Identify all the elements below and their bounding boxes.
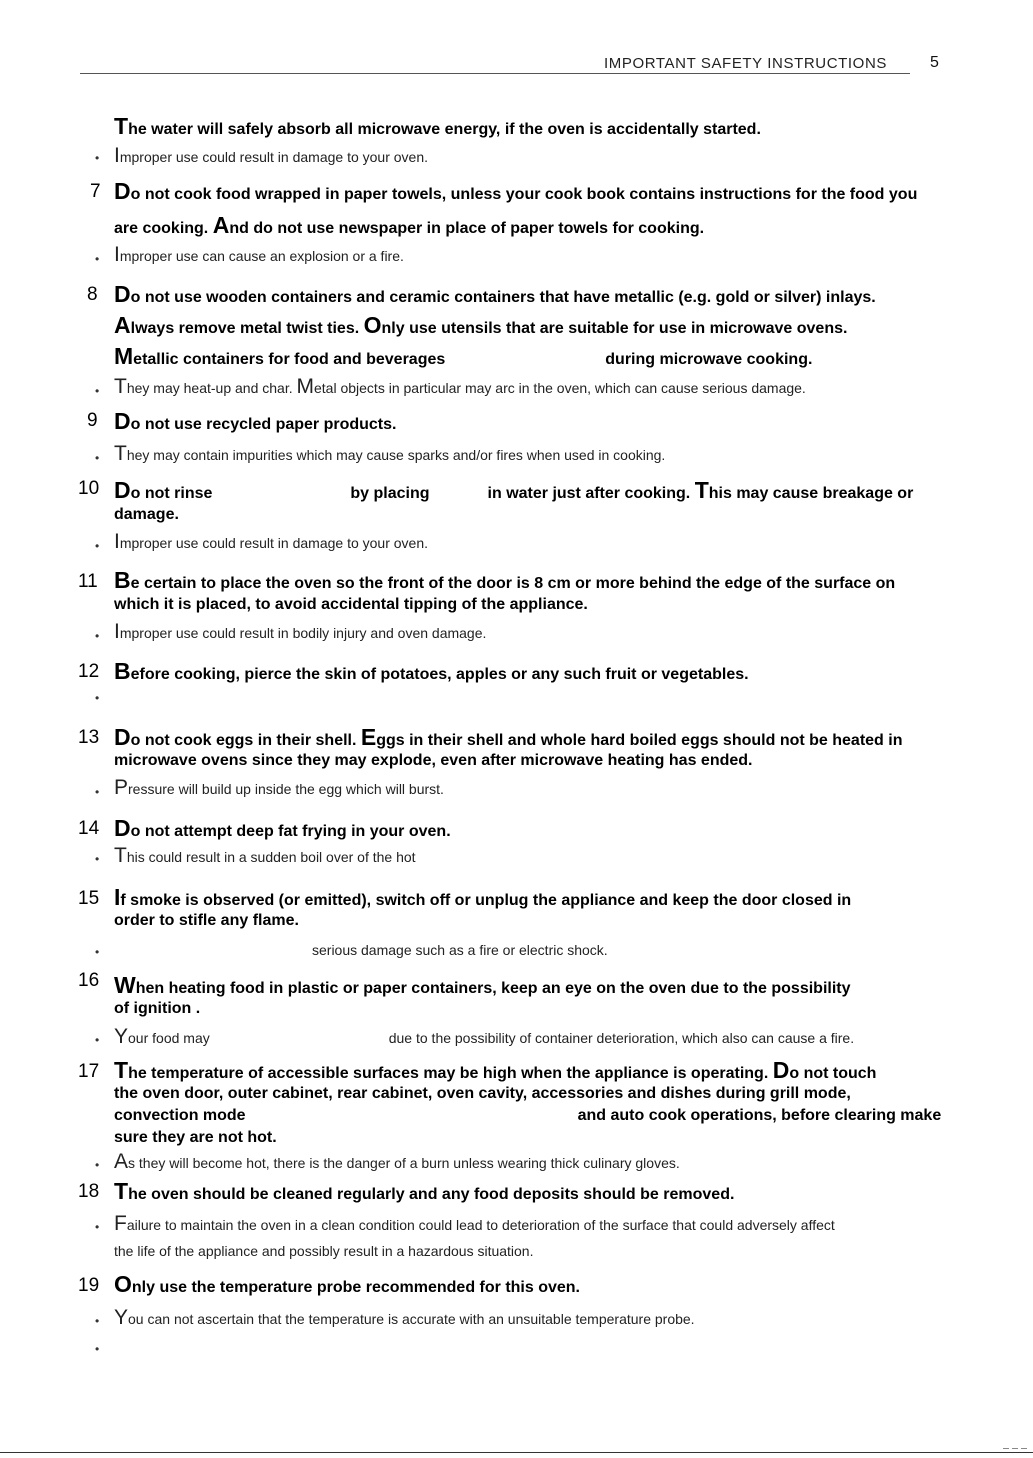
item-17-text-line2: the oven door, outer cabinet, rear cabinet, oven cavity, accessories and dishes during grill mode, <box>114 1085 851 1102</box>
bullet: • <box>95 451 100 465</box>
item-15-note: serious damage such as a fire or electric shock. <box>312 942 608 958</box>
bullet: • <box>95 384 100 398</box>
item-number: 16 <box>78 970 100 991</box>
item-17-text: The temperature of accessible surfaces may be high when the appliance is operating. Do not touch <box>114 1057 877 1083</box>
crop-mark <box>1012 1448 1018 1449</box>
item-7-text-line2: are cooking. And do not use newspaper in place of paper towels for cooking. <box>114 212 705 238</box>
item-18-text: The oven should be cleaned regularly and any food deposits should be removed. <box>114 1178 735 1204</box>
crop-mark <box>1021 1448 1027 1449</box>
item-8-text-line3: Metallic containers for food and beverages during microwave cooking. <box>114 343 813 369</box>
bullet: • <box>95 691 100 705</box>
item-11-text-line2: which it is placed, to avoid accidental tipping of the appliance. <box>114 596 588 613</box>
item-13-text: Do not cook eggs in their shell. Eggs in their shell and whole hard boiled eggs should not be heated in <box>114 724 903 750</box>
item-7-text: Do not cook food wrapped in paper towels, unless your cook book contains instructions for the food you <box>114 178 918 204</box>
item-14-text: Do not attempt deep fat frying in your oven. <box>114 815 451 841</box>
item-16-text-line2: of ignition . <box>114 1000 201 1017</box>
item-8-note: They may heat-up and char. Metal objects in particular may arc in the oven, which can cause serious damage. <box>114 375 806 398</box>
bullet: • <box>95 1220 100 1234</box>
item-17-note: As they will become hot, there is the danger of a burn unless wearing thick culinary gloves. <box>114 1150 680 1173</box>
item-8-text: Do not use wooden containers and ceramic containers that have metallic (e.g. gold or silver) inlays. <box>114 281 876 307</box>
item-8-text-line2: Always remove metal twist ties. Only use utensils that are suitable for use in microwave ovens. <box>114 312 848 338</box>
item-9-note: They may contain impurities which may cause sparks and/or fires when used in cooking. <box>114 442 666 465</box>
item-13-text-line2: microwave ovens since they may explode, even after microwave heating has ended. <box>114 752 753 769</box>
item-15-text-line2: order to stifle any flame. <box>114 912 299 929</box>
item-16-note: Your food may due to the possibility of container deterioration, which also can cause a fire. <box>114 1025 855 1048</box>
item-10-text: Do not rinse by placing in water just after cooking. This may cause breakage or <box>114 477 914 503</box>
item-7-note: Improper use can cause an explosion or a fire. <box>114 243 404 266</box>
item-11-note: Improper use could result in bodily injury and oven damage. <box>114 620 487 643</box>
item-number: 11 <box>78 571 98 592</box>
item-12-text: Before cooking, pierce the skin of potatoes, apples or any such fruit or vegetables. <box>114 658 749 684</box>
item-number: 12 <box>78 661 100 682</box>
bullet: • <box>95 785 100 799</box>
item-number: 19 <box>78 1275 100 1296</box>
item-6-text: The water will safely absorb all microwave energy, if the oven is accidentally started. <box>114 113 761 139</box>
item-number: 14 <box>78 818 100 839</box>
item-16-text: When heating food in plastic or paper containers, keep an eye on the oven due to the possibility <box>114 972 851 998</box>
item-17-text-line3: convection mode and auto cook operations, before clearing make <box>114 1107 942 1124</box>
item-number: 13 <box>78 727 100 748</box>
page-header-title: IMPORTANT SAFETY INSTRUCTIONS <box>604 55 887 72</box>
item-15-text: If smoke is observed (or emitted), switch off or unplug the appliance and keep the door closed in <box>114 884 852 910</box>
bullet: • <box>95 852 100 866</box>
item-number: 17 <box>78 1061 100 1082</box>
bullet: • <box>95 945 100 959</box>
item-13-note: Pressure will build up inside the egg which will burst. <box>114 776 444 799</box>
footer-divider <box>0 1452 1033 1453</box>
item-number: 10 <box>78 478 100 499</box>
bullet: • <box>95 1033 100 1047</box>
item-14-note: This could result in a sudden boil over of the hot <box>114 844 416 867</box>
item-number: 18 <box>78 1181 100 1202</box>
item-number: 7 <box>90 181 101 202</box>
item-19-text: Only use the temperature probe recommended for this oven. <box>114 1271 580 1297</box>
item-18-note: Failure to maintain the oven in a clean condition could lead to deterioration of the surface that could adversely affect <box>114 1212 835 1235</box>
page-number: 5 <box>930 54 939 71</box>
item-10-note: Improper use could result in damage to your oven. <box>114 530 429 553</box>
bullet: • <box>95 629 100 643</box>
header-divider <box>80 73 910 74</box>
item-17-text-line4: sure they are not hot. <box>114 1129 277 1146</box>
crop-mark <box>1003 1448 1009 1449</box>
bullet: • <box>95 1314 100 1328</box>
item-9-text: Do not use recycled paper products. <box>114 408 397 434</box>
item-10-text-line2: damage. <box>114 506 179 523</box>
item-6-note: Improper use could result in damage to your oven. <box>114 144 429 167</box>
item-number: 8 <box>87 284 98 305</box>
item-19-note: You can not ascertain that the temperature is accurate with an unsuitable temperature probe. <box>114 1306 695 1329</box>
bullet: • <box>95 539 100 553</box>
bullet: • <box>95 151 100 165</box>
bullet: • <box>95 1158 100 1172</box>
item-18-note-line2: the life of the appliance and possibly result in a hazardous situation. <box>114 1243 534 1259</box>
item-number: 15 <box>78 888 100 909</box>
bullet: • <box>95 252 100 266</box>
item-number: 9 <box>87 410 98 431</box>
bullet: • <box>95 1342 100 1356</box>
item-11-text: Be certain to place the oven so the front of the door is 8 cm or more behind the edge of the surface on <box>114 567 896 593</box>
